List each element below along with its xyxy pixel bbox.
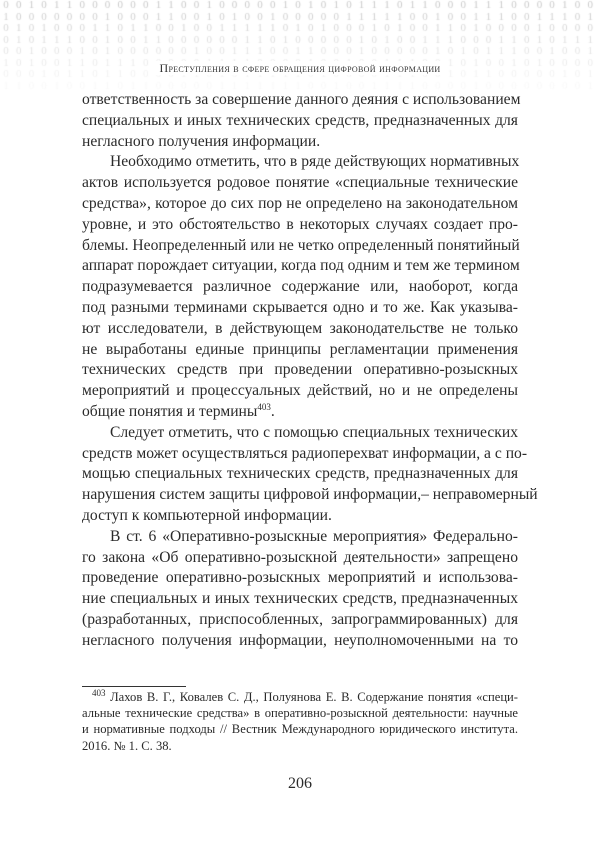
text-line-content: общие понятия и термины [82, 402, 258, 420]
text-line: ние специальных и иных технических средств, предназначенных [82, 590, 518, 608]
text-line: средств может осуществляться радиоперехват информации, а с по- [82, 444, 528, 462]
text-line: не выработаны единые принципы регламентации применения [82, 340, 518, 358]
text-line: аппарат порождает ситуации, когда под одним и тем же термином [82, 257, 520, 275]
footnote-line [82, 689, 518, 705]
page-number: 206 [288, 775, 312, 792]
text-line: негласного получения информации, неуполномоченными на то [82, 631, 518, 649]
text-line: мощью специальных технических средств, предназначенных для [82, 465, 518, 483]
footnote-number: 403 [92, 688, 106, 698]
text-line: актов используется родовое понятие «специальные технические [82, 174, 518, 192]
text-line [82, 402, 518, 423]
text-line: специальных и иных технических средств, предназначенных для [82, 111, 518, 129]
text-line: подразумевается различное содержание или, наоборот, когда [82, 278, 518, 296]
text-line: средства», которое до сих пор не определено на законодательном [82, 194, 518, 212]
footnote-line: альные технические средства» в оперативно-розыскной деятельности: научные [82, 706, 518, 721]
sentence-end: . [270, 402, 275, 420]
running-title: Преступления в сфере обращения цифровой информации [155, 61, 444, 75]
text-line: уровне, и это обстоятельство в некоторых случаях создает про- [82, 215, 518, 233]
footnote-reference[interactable]: 403 [257, 401, 271, 412]
footnote-line: и нормативные подходы // Вестник Международного юридического института. [82, 722, 518, 737]
text-line: под разными терминами скрывается одно и то же. Как указыва- [82, 298, 518, 316]
text-line: технических средств при проведении оперативно-розыскных [82, 361, 518, 379]
text-line: блемы. Неопределенный или не четко определенный понятийный [82, 236, 520, 254]
text-line: проведение оперативно-розыскных мероприятий и использова- [82, 569, 518, 587]
text-line: негласного получения информации. [82, 132, 321, 150]
text-line: В ст. 6 «Оперативно-розыскные мероприятия» Федерально- [110, 527, 518, 545]
text-line: го закона «Об оперативно-розыскной деятельности» запрещено [82, 548, 518, 566]
footnote-text: Лахов В. Г., Ковалев С. Д., Полуянова Е. В. Содержание понятия «специ- [110, 690, 518, 704]
text-line: Следует отметить, что с помощью специальных технических [110, 423, 518, 441]
text-line: доступ к компьютерной информации. [82, 506, 332, 524]
text-line: мероприятий и процессуальных действий, но и не определены [82, 382, 518, 400]
text-line: ответственность за совершение данного деяния с использованием [82, 91, 521, 108]
text-line: (разработанных, приспособленных, запрограммированных) для [82, 610, 518, 628]
footnote [82, 689, 518, 754]
footnote-line: 2016. № 1. С. 38. [82, 738, 172, 753]
text-line: нарушения систем защиты цифровой информации,– неправомерный [82, 486, 538, 504]
text-line: Необходимо отметить, что в ряде действующих нормативных [110, 153, 520, 171]
binary-code-header-decoration [0, 0, 600, 100]
running-header [0, 61, 600, 76]
text-line: ют исследователи, в действующем законодательстве не только [82, 319, 518, 337]
body-text [82, 90, 538, 652]
footnote-separator [82, 686, 186, 687]
